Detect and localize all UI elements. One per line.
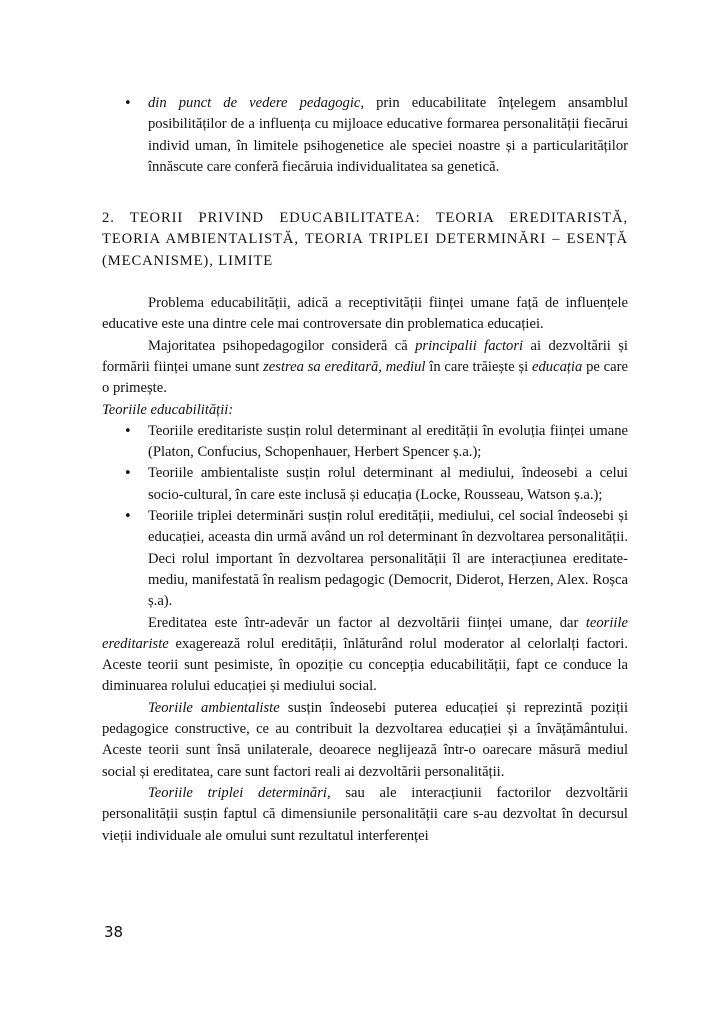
page-number: 38: [104, 923, 124, 941]
section-heading: 2. TEORII PRIVIND EDUCABILITATEA: TEORIA EREDITARISTĂ, TEORIA AMBIENTALISTĂ, TEORIA TRIPLEI DETERMINĂRI – ESENȚĂ (MECANISME), LIMITE: [102, 210, 628, 269]
paragraph-3: [102, 613, 628, 698]
emphasis: educația: [532, 358, 583, 375]
paragraph-5: [102, 783, 628, 847]
top-bullet-list: [102, 93, 628, 178]
emphasis: din punct de vedere pedagogic: [148, 95, 361, 111]
text: pe care o primește.: [102, 358, 628, 397]
theories-list: [102, 421, 628, 613]
text: Ereditatea este într-adevăr un factor al dezvoltării ființei umane, dar: [148, 614, 586, 631]
text: exagerează rolul eredității, înlăturând rolul moderator al celorlalți factori. Aceste teorii sunt pesimiste, în opoziție cu concepția educabilității, fapt ce conduce la diminuarea rolului educației și mediului social.: [102, 635, 628, 695]
paragraph-1: Problema educabilității, adică a receptivității ființei umane față de influențele educative este una dintre cele mai controversate din problematica educației.: [102, 295, 628, 333]
emphasis: principalii factori: [415, 337, 524, 354]
list-item: • Teoriile ambientaliste susțin rolul determinant al mediului, îndeosebi a celui socio-cultural, în care este inclusă și educația (Locke, Rousseau, Watson ș.a.);: [102, 463, 628, 506]
list-item: • Teoriile ereditariste susțin rolul determinant al eredității în evoluția ființei umane (Platon, Confucius, Schopenhauer, Herbert Spencer ș.a.);: [102, 421, 628, 464]
paragraph-4: [102, 698, 628, 783]
list-item: [102, 93, 628, 178]
text: ai dezvoltării și formării ființei umane sunt: [102, 337, 628, 375]
theories-title: Teoriile educabilității:: [102, 401, 234, 418]
emphasis: Teoriile triplei determinări: [148, 784, 327, 801]
bullet-text: , prin educabilitate înțelegem ansamblul posibilităților de a influența cu mijloace educative formarea personalității fiecărui individ uman, în limitele psihogenetice ale speciei noastre și a particularităților înnăscute care conferă fiecăruia individualitatea sa genetică.: [148, 95, 628, 175]
text: în care trăiește și: [425, 358, 533, 375]
list-item: • Teoriile triplei determinări susțin rolul eredității, mediului, cel social îndeosebi și educației, aceasta din urmă având un rol determinant în dezvoltarea personalității. Deci rolul important în dezvoltarea personalității îl are interacțiunea ereditate-mediu, manifestată în realism pedagogic (Democrit, Diderot, Herzen, Alex. Roșca ș.a).: [102, 506, 628, 612]
text: susțin îndeosebi puterea educației și reprezintă poziții pedagogice constructive, ce au contribuit la dezvoltarea educației și a învățământului. Aceste teorii sunt însă unilaterale, deoarece neglijează într-o oarecare măsură mediul social și ereditatea, care sunt factori reali ai dezvoltării personalității.: [102, 699, 628, 780]
text: Majoritatea psihopedagogilor consideră că: [148, 337, 416, 354]
emphasis: zestrea sa ereditară, mediul: [263, 358, 426, 375]
emphasis: teoriile ereditariste: [102, 614, 628, 652]
page-content: [102, 93, 628, 847]
paragraph-2: [102, 336, 628, 400]
text: , sau ale interacțiunii factorilor dezvoltării personalității susțin faptul că dimensiunile personalității care s-au dezvoltat în decursul vieții individuale ale omului sunt rezultatul interferenței: [102, 784, 629, 844]
emphasis: Teoriile ambientaliste: [148, 699, 280, 716]
